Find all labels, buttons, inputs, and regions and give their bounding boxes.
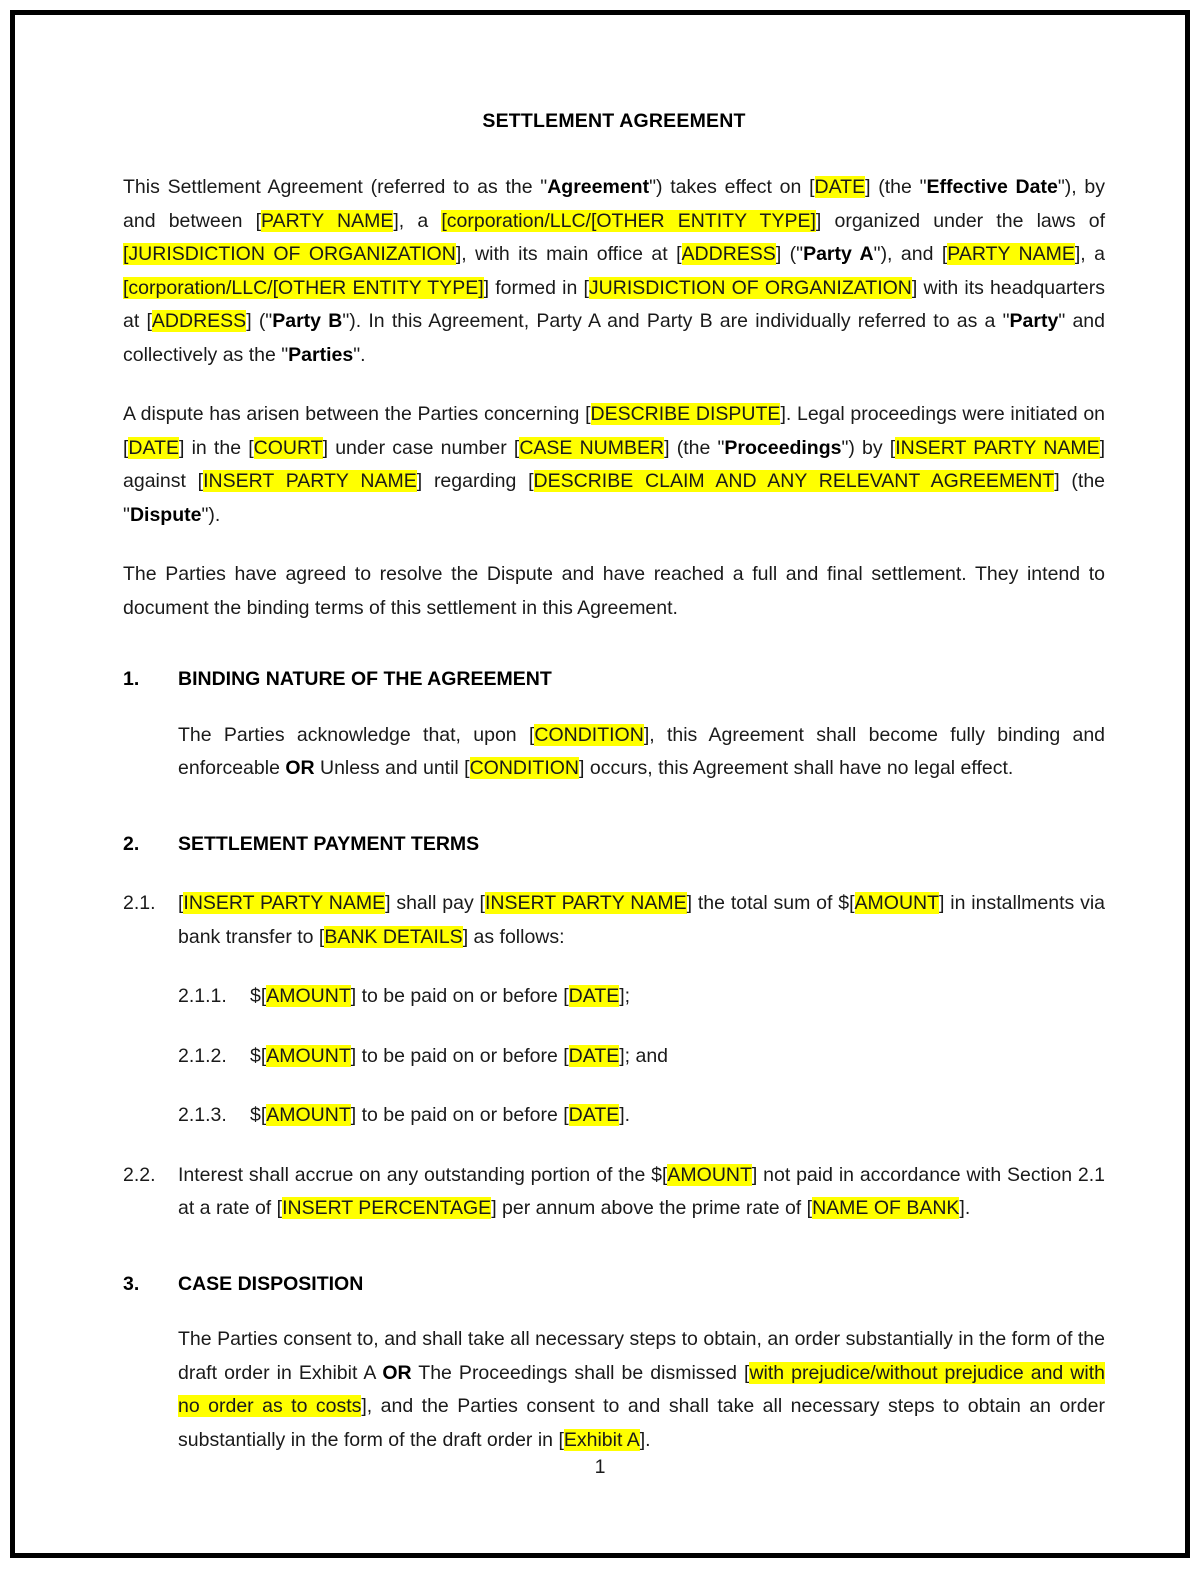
text-run: ] per annum above the prime rate of [ [491,1197,813,1219]
clause-text-2-1-3 [250,1099,1105,1133]
text-run: ] not paid in accordance with Section 2.1 at a rate of [ [178,1163,1105,1219]
text-run: ") by [ [841,436,896,459]
defined-term-party-a: Party A [803,243,874,265]
section-3-body [178,1323,1105,1457]
text-run: ], this Agreement shall become fully binding and enforceable [178,723,1106,779]
section-title-2: SETTLEMENT PAYMENT TERMS [178,832,480,855]
text-run: This Settlement Agreement (referred to as the " [123,176,548,198]
clause-number-2-1: 2.1. [123,892,156,914]
text-run: ] occurs, this Agreement shall have no legal effect. [579,757,1014,779]
section-heading-3 [123,1256,1105,1302]
text-run: ], with its main office at [ [455,243,682,265]
placeholder-jurisdiction-a: [JURISDICTION OF ORGANIZATION [123,243,456,265]
clause-number-2-1-2: 2.1.2. [178,1044,227,1067]
clause-number-2-1-1: 2.1.1. [178,985,227,1007]
defined-term-agreement: Agreement [547,176,650,198]
text-run: ]; and [619,1044,669,1067]
placeholder-installment-3-amount: AMOUNT [266,1104,351,1126]
placeholder-describe-dispute: DESCRIBE DISPUTE [590,403,781,425]
defined-term-party: Party [1009,310,1059,332]
intro-paragraph-parties [123,171,1105,372]
clause-number-2-2: 2.2. [123,1163,156,1186]
clause-2-1-3 [178,1099,1105,1133]
text-run: ] as follows: [462,925,565,948]
text-run: ] (the " [123,470,1106,526]
placeholder-party-name-b: PARTY NAME [947,243,1075,265]
placeholder-entity-type-a: [corporation/LLC/[OTHER ENTITY TYPE] [441,209,816,232]
placeholder-installment-2-amount: AMOUNT [266,1044,351,1067]
recital-paragraph-settlement-intent [123,558,1105,625]
section-number-1: 1. [123,668,140,690]
text-run: ]. Legal proceedings were initiated on [ [123,403,1106,459]
section-1-body [178,719,1105,786]
text-run: The Parties acknowledge that, upon [ [178,723,535,746]
clause-2-2 [123,1159,1105,1226]
placeholder-entity-type-b: [corporation/LLC/[OTHER ENTITY TYPE] [123,276,484,299]
text-run: ] (" [246,310,273,332]
placeholder-describe-claim: DESCRIBE CLAIM AND ANY RELEVANT AGREEMENT [533,470,1055,492]
alternative-or-2: OR [382,1361,412,1384]
placeholder-payor-name: INSERT PARTY NAME [183,892,386,914]
defined-term-party-b: Party B [272,310,343,332]
placeholder-dismissal-terms: with prejudice/without prejudice and with no order as to costs [178,1361,1105,1417]
placeholder-installment-1-amount: AMOUNT [266,985,351,1007]
text-run: ") takes effect on [ [649,176,815,198]
text-run: ], and the Parties consent to and shall take all necessary steps to obtain an order substantially in the form of the draft order in [ [178,1395,1105,1451]
text-run: A dispute has arisen between the Parties concerning [ [123,403,591,425]
text-run: The Proceedings shall be dismissed [ [411,1361,750,1384]
placeholder-outstanding-amount: AMOUNT [667,1163,752,1186]
placeholder-total-amount: AMOUNT [854,892,940,914]
placeholder-party-name-a: PARTY NAME [261,209,394,232]
clause-text-2-1-2 [250,1040,1105,1074]
defined-term-effective-date: Effective Date [926,176,1058,198]
placeholder-respondent-name: INSERT PARTY NAME [203,470,417,492]
text-run: Unless and until [ [314,757,470,779]
placeholder-jurisdiction-b: JURISDICTION OF ORGANIZATION [588,276,912,299]
placeholder-condition-binding: CONDITION [534,723,644,746]
text-run: ] with its headquarters at [ [123,276,1105,332]
section-heading-2 [123,816,1105,862]
placeholder-date: DATE [814,176,866,198]
text-run: $[ [250,985,267,1007]
text-run: The Parties consent to, and shall take all necessary steps to obtain, an order substantially in the form of the draft order in Exhibit A [178,1328,1105,1384]
text-run: ] to be paid on or before [ [350,1044,569,1067]
placeholder-payee-name: INSERT PARTY NAME [484,892,687,914]
alternative-or-1: OR [285,757,315,779]
placeholder-court: COURT [253,436,323,459]
text-run: ]. [619,1104,631,1126]
text-run: ], a [393,209,442,232]
text-run: ] in installments via bank transfer to [ [178,892,1106,948]
text-run: "), and [ [873,243,948,265]
clause-2-1 [123,887,1105,954]
page-title: SETTLEMENT AGREEMENT [482,110,746,132]
text-run: ] to be paid on or before [ [350,985,569,1007]
placeholder-bank-details: BANK DETAILS [324,925,463,948]
defined-term-proceedings: Proceedings [724,436,842,459]
defined-term-dispute: Dispute [129,503,202,526]
placeholder-date-initiated: DATE [128,436,179,459]
section-number-2: 2. [123,832,140,855]
text-run: ] to be paid on or before [ [350,1104,569,1126]
spacer [123,1226,1105,1256]
text-run: ]; [619,985,631,1007]
text-run: ]. [959,1197,971,1219]
placeholder-bank-name: NAME OF BANK [812,1197,960,1219]
text-run: ] (the " [865,176,927,198]
text-run: The Parties have agreed to resolve the Dispute and have reached a full and final settlement. They intend to document the binding terms of this settlement in this Agreement. [123,563,1105,619]
recital-paragraph-dispute [123,398,1105,532]
text-run: ] under case number [ [322,436,520,459]
text-run: ] (the " [664,436,725,459]
section-number-3: 3. [123,1272,140,1295]
text-run: ] (" [775,243,804,265]
spacer [123,786,1105,816]
text-run: "). [201,503,221,526]
text-run: ]. [639,1428,651,1451]
placeholder-address-a: ADDRESS [681,243,776,265]
clause-number-2-1-3: 2.1.3. [178,1104,227,1126]
placeholder-installment-1-date: DATE [568,985,620,1007]
text-run: "), by and between [ [123,176,1105,232]
text-run: "). In this Agreement, Party A and Party B are individually referred to as a " [342,310,1010,332]
clause-text-2-2 [178,1159,1105,1226]
placeholder-case-number: CASE NUMBER [519,436,665,459]
text-run: ] shall pay [ [385,892,485,914]
defined-term-parties: Parties [288,343,354,366]
text-run: $[ [250,1044,267,1067]
text-run: ] the total sum of $[ [686,892,855,914]
text-run: ] against [ [123,436,1106,492]
text-run: [ [178,892,184,914]
text-run: Interest shall accrue on any outstanding portion of the $[ [178,1163,668,1186]
page-number: 1 [594,1456,606,1478]
section-heading-1 [123,651,1105,697]
text-run: ] regarding [ [416,470,534,492]
text-run: $[ [250,1104,267,1126]
document-page-frame [10,10,1190,1558]
clause-text-2-1 [178,887,1105,954]
clause-2-1-2 [178,1040,1105,1074]
clause-2-1-1 [178,980,1105,1014]
clause-text-2-1-1 [250,980,1105,1014]
text-run: ] formed in [ [483,276,589,299]
placeholder-claimant-name: INSERT PARTY NAME [895,436,1100,459]
text-run: " and collectively as the " [123,310,1105,366]
document-page [15,15,1185,1553]
placeholder-condition-no-effect: CONDITION [469,757,580,779]
placeholder-exhibit-reference: Exhibit A [563,1428,640,1451]
placeholder-installment-2-date: DATE [568,1044,620,1067]
placeholder-address-b: ADDRESS [151,310,247,332]
text-run: ], a [1074,243,1105,265]
section-title-1: BINDING NATURE OF THE AGREEMENT [178,668,552,690]
text-run: ] organized under the laws of [815,209,1105,232]
text-run: ] in the [ [178,436,254,459]
placeholder-installment-3-date: DATE [568,1104,620,1126]
text-run: ". [353,343,366,366]
section-title-3: CASE DISPOSITION [178,1272,364,1295]
placeholder-interest-percentage: INSERT PERCENTAGE [282,1197,492,1219]
